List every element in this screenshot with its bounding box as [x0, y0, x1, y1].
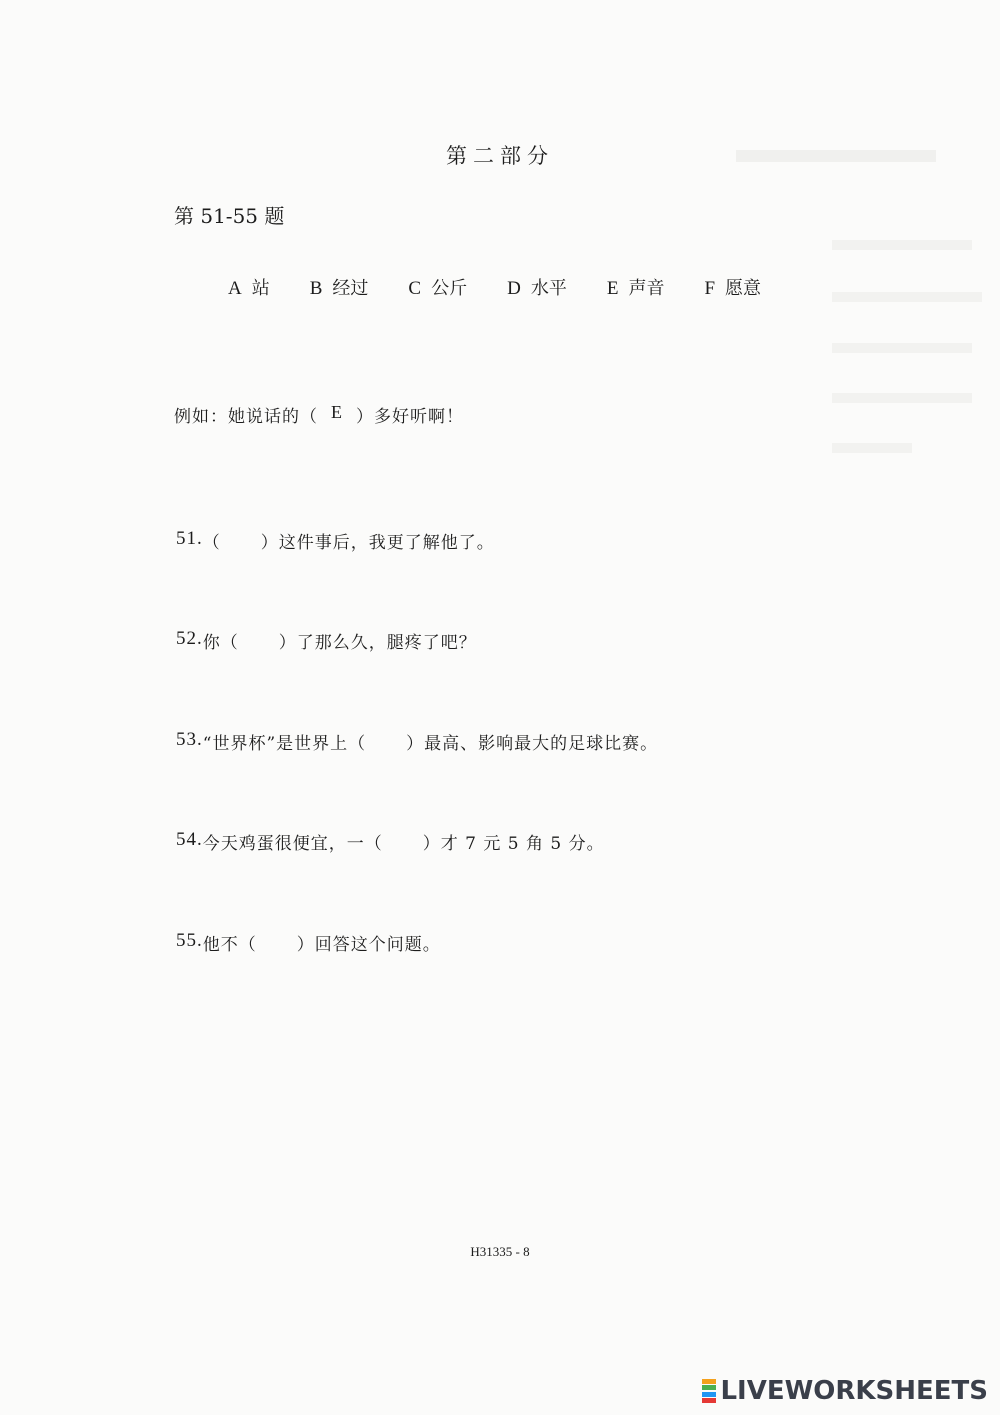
question-number: 55.: [176, 930, 203, 951]
show-through-text: [832, 443, 912, 453]
show-through-text: [832, 240, 972, 250]
question-53: [176, 729, 658, 754]
question-text-after: ）最高、影响最大的足球比赛。: [406, 734, 659, 754]
question-text-before: 今天鸡蛋很便宜，一（: [202, 834, 383, 854]
question-number: 54.: [176, 829, 203, 850]
question-number: 53.: [176, 729, 203, 750]
option-c: [408, 274, 467, 300]
answer-blank[interactable]: [257, 930, 297, 955]
question-number: 51.: [176, 528, 203, 549]
option-letter: D: [507, 278, 521, 299]
question-54: [176, 829, 605, 854]
option-word: 公斤: [431, 278, 468, 299]
option-letter: A: [228, 278, 242, 299]
option-e: [607, 274, 665, 300]
question-text-after: ）回答这个问题。: [296, 935, 441, 955]
question-text-before: 他不（: [202, 935, 257, 955]
question-text-before: 你（: [202, 633, 239, 653]
option-word: 水平: [530, 278, 567, 299]
answer-blank[interactable]: [366, 729, 406, 754]
option-letter: C: [408, 278, 422, 299]
answer-blank[interactable]: [221, 528, 261, 553]
question-51: [176, 528, 495, 553]
example-prefix: 例如：她说话的（: [174, 407, 318, 427]
show-through-text: [832, 393, 972, 403]
logo-mark-icon: [702, 1379, 716, 1403]
question-text-after: ）这件事后，我更了解他了。: [260, 533, 495, 553]
question-55: [176, 930, 441, 955]
option-d: [507, 274, 567, 300]
question-text-before: “世界杯”是世界上（: [202, 734, 367, 754]
logo-text: LIVEWORKSHEETS: [720, 1376, 988, 1406]
question-text-before: （: [202, 533, 221, 553]
option-letter: B: [309, 278, 323, 299]
option-word: 愿意: [725, 278, 762, 299]
option-word: 经过: [332, 278, 369, 299]
question-text-after: ）了那么久，腿疼了吧？: [278, 633, 477, 653]
example-suffix: ）多好听啊！: [356, 407, 464, 427]
answer-blank[interactable]: [239, 628, 279, 653]
question-group-heading: 第 51-55 题: [174, 204, 285, 228]
page-footer: H31335 - 8: [470, 1244, 530, 1259]
show-through-text: [832, 292, 982, 302]
show-through-text: [832, 343, 972, 353]
question-52: [176, 628, 477, 653]
question-text-after: ）才 7 元 5 角 5 分。: [422, 834, 605, 854]
example-answer: E: [331, 402, 343, 422]
liveworksheets-logo: [702, 1376, 988, 1406]
option-b: [310, 274, 369, 300]
example-sentence: [174, 402, 464, 427]
section-title: 第二部分: [446, 144, 554, 168]
option-f: [704, 274, 761, 300]
answer-blank[interactable]: [383, 829, 423, 854]
option-letter: E: [606, 278, 619, 299]
option-letter: F: [704, 278, 716, 299]
word-options: [228, 274, 801, 300]
question-number: 52.: [176, 628, 203, 649]
option-word: 声音: [628, 278, 665, 299]
option-word: 站: [251, 278, 270, 299]
option-a: [228, 274, 270, 300]
